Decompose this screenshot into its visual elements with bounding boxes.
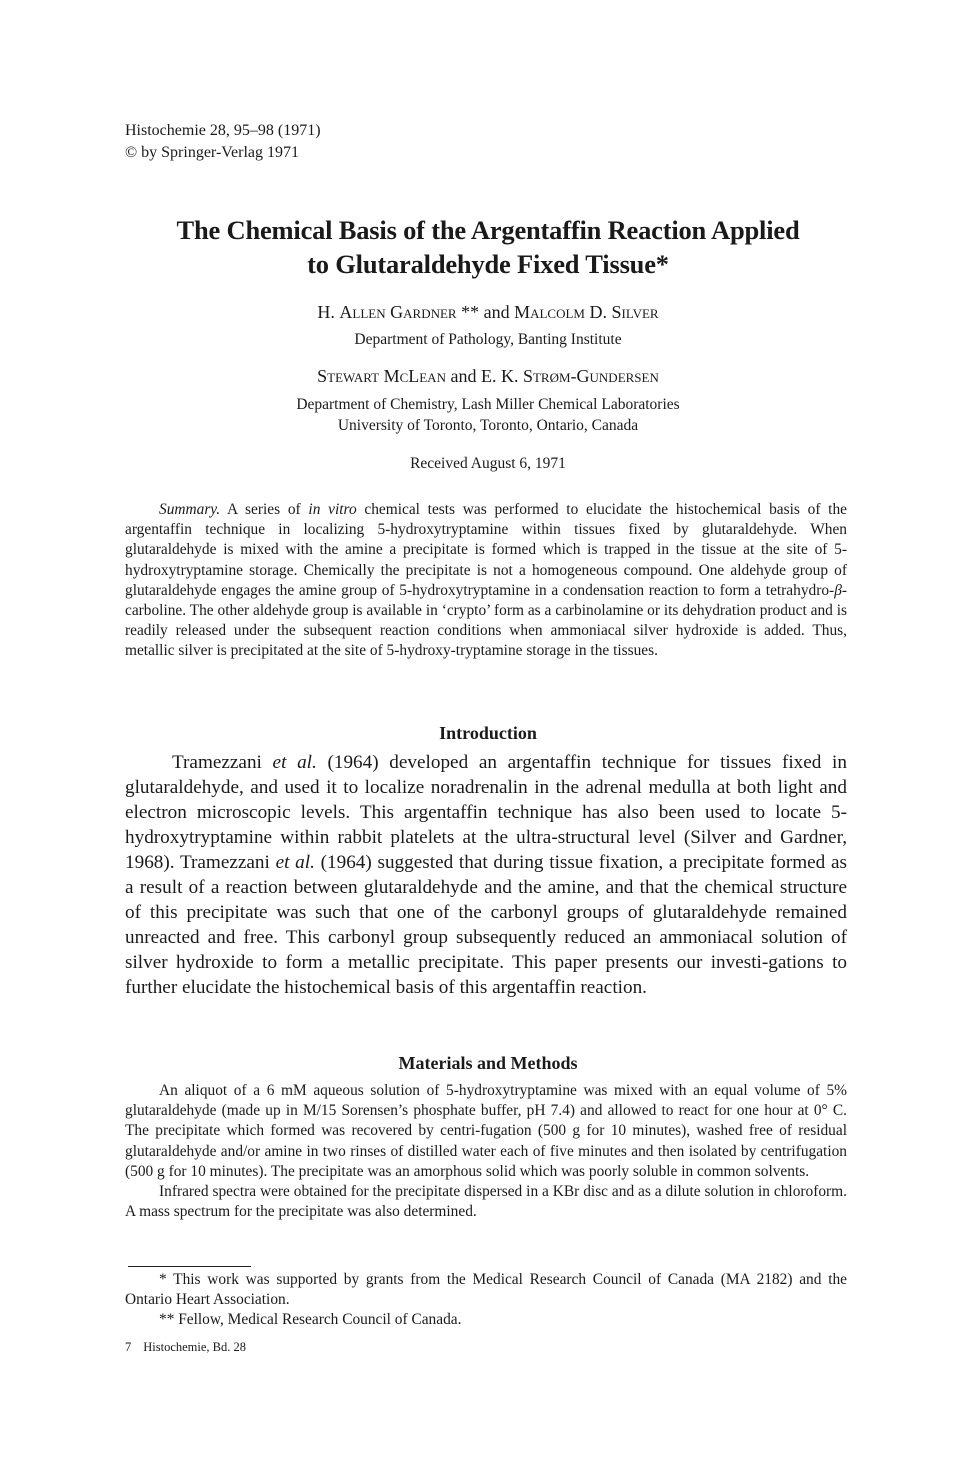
journal-header (125, 120, 321, 164)
author-conjunction-2: and (445, 366, 481, 386)
page-footer-journal: Histochemie, Bd. 28 (143, 1340, 247, 1354)
author3-name: Stewart McLean (317, 366, 446, 386)
affiliation-2 (0, 394, 976, 436)
methods-paragraph-2: Infrared spectra were obtained for the precipitate dispersed in a KBr disc and as a dilute solution in chloroform. A mass spectrum for the precipitate was also determined. (125, 1183, 847, 1221)
author-line-2 (0, 364, 976, 388)
footnote-2: ** Fellow, Medical Research Council of Canada. (159, 1311, 462, 1329)
title-line-2: to Glutaraldehyde Fixed Tissue* (307, 249, 669, 279)
intro-text-2: (1964) developed an argentaffin technique for tissues fixed in glutaraldehyde, and used it to localize noradrenalin in the adrenal medulla at both light and electron microscopic levels. This argentaffin technique has also been used to locate 5-hydroxytryptamine within rabbit platelets at the ultra-structural level (Silver and Gardner, 1968). Tramezzani (125, 752, 847, 873)
title-line-1: The Chemical Basis of the Argentaffin Reaction Applied (176, 215, 800, 245)
summary-text-a: A series of (220, 501, 309, 518)
footnote-divider (128, 1266, 251, 1267)
author1-footnote-mark: ** (456, 302, 480, 322)
affiliation-2-line-2: University of Toronto, Toronto, Ontario, Canada (337, 417, 639, 434)
introduction-paragraph (125, 750, 847, 1000)
methods-section (125, 1081, 847, 1222)
methods-heading: Materials and Methods (398, 1053, 578, 1073)
summary-text-b: chemical tests was performed to elucidate the histochemical basis of the argentaffin technique in localizing 5-hydroxytryptamine within tissues fixed by glutaraldehyde. When glutaraldehyde is mixed with the amine a precipitate is formed which is trapped in the tissue at the site of 5-hydroxytryptamine storage. Chemically the precipitate is not a homogeneous compound. One aldehyde group of glutaraldehyde engages the amine group of 5-hydroxytryptamine in a condensation reaction to form a tetrahydro- (125, 501, 847, 599)
author4-initials: E. K. (480, 366, 523, 386)
in-vitro-term: in vitro (308, 501, 357, 518)
affiliation-2-line-1: Department of Chemistry, Lash Miller Chemical Laboratories (296, 396, 680, 413)
author-conjunction: and (479, 302, 515, 322)
beta-symbol: β (834, 581, 842, 599)
journal-citation: Histochemie 28, 95–98 (1971) (125, 122, 321, 139)
author2-initials: Malcolm (514, 302, 585, 322)
introduction-heading: Introduction (439, 723, 537, 743)
affiliation-1: Department of Pathology, Banting Institute (354, 331, 622, 348)
author2-name: D. Silver (589, 302, 659, 322)
footnotes (125, 1270, 847, 1331)
intro-text-1: Tramezzani (172, 752, 273, 773)
received-date: Received August 6, 1971 (410, 455, 566, 472)
author1-initials: H. (317, 302, 335, 322)
page-footer (125, 1338, 246, 1356)
copyright-line: © by Springer-Verlag 1971 (125, 144, 300, 161)
summary-text-c: -carboline. The other aldehyde group is available in ‘crypto’ form as a carbinolamine or its dehydration product and is readily released under the subsequent reaction conditions when ammoniacal silver hydroxide is added. Thus, metallic silver is precipitated at the site of 5-hydroxy-tryptamine storage in the tissues. (125, 581, 847, 660)
author1-name: Allen Gardner (339, 302, 457, 322)
intro-text-3: (1964) suggested that during tissue fixation, a precipitate formed as a result of a reaction between glutaraldehyde and the amine, and that the chemical structure of this precipitate was such that one of the carbonyl groups of glutaraldehyde remained unreacted and free. This carbonyl group subsequently reduced an ammoniacal solution of silver hydroxide to form a metallic precipitate. This paper presents our investi-gations to further elucidate the histochemical basis of this argentaffin reaction. (125, 852, 847, 998)
paper-title (0, 213, 976, 281)
author4-name: Strøm-Gundersen (522, 366, 659, 386)
summary-paragraph (125, 500, 847, 662)
summary-label: Summary. (159, 501, 221, 518)
author-line-1 (0, 300, 976, 324)
et-al-2: et al. (275, 852, 315, 873)
footnote-1: * This work was supported by grants from the Medical Research Council of Canada (MA 2182) and the Ontario Heart Association. (125, 1271, 847, 1309)
methods-paragraph-1: An aliquot of a 6 mM aqueous solution of 5-hydroxytryptamine was mixed with an equal volume of 5% glutaraldehyde (made up in M/15 Sorensen’s phosphate buffer, pH 7.4) and allowed to react for one hour at 0° C. The precipitate which formed was recovered by centri-fugation (500 g for 10 minutes), washed free of residual glutaraldehyde and/or amine in two rinses of distilled water each of five minutes and then isolated by centrifugation (500 g for 10 minutes). The precipitate was an amorphous solid which was poorly soluble in common solvents. (125, 1082, 847, 1180)
page-signature-number: 7 (125, 1340, 132, 1354)
et-al-1: et al. (272, 752, 317, 773)
